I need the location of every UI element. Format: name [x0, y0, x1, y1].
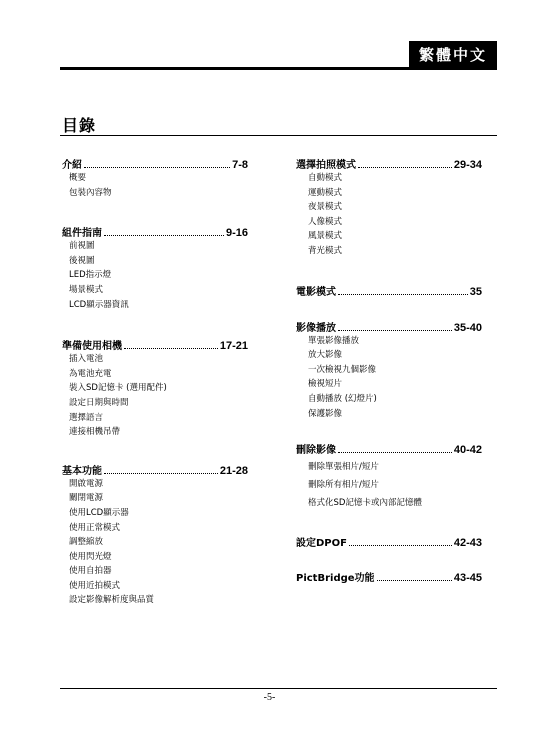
toc-leader-dots [104, 473, 218, 474]
toc-item[interactable]: 刪除所有相片/短片 [308, 480, 379, 491]
toc-page-range: 40-42 [453, 444, 482, 457]
toc-leader-dots [338, 294, 468, 295]
toc-page-range: 21-28 [219, 464, 248, 477]
toc-item[interactable]: 檢視短片 [308, 379, 343, 390]
toc-section-label[interactable]: PictBridge功能 [296, 573, 375, 585]
toc-item[interactable]: 使用閃光燈 [69, 551, 112, 562]
toc-item[interactable]: 為電池充電 [69, 368, 112, 379]
header-rule [60, 67, 497, 70]
toc-leader-dots [377, 580, 452, 581]
toc-item[interactable]: 後視圖 [69, 255, 95, 266]
toc-item[interactable]: 格式化SD記憶卡或內部記憶體 [308, 498, 422, 509]
toc-section-intro [62, 155, 248, 200]
toc-item[interactable]: LCD顯示器資訊 [69, 299, 129, 310]
toc-section-label[interactable]: 設定DPOF [296, 538, 347, 550]
page-number: -5- [263, 692, 276, 703]
toc-section-label[interactable]: 介紹 [62, 160, 82, 171]
toc-section-label[interactable]: 刪除影像 [296, 445, 336, 457]
toc-page-range: 17-21 [219, 340, 248, 353]
toc-item[interactable]: 選擇語言 [69, 412, 104, 423]
toc-section-components [62, 223, 248, 312]
toc-section-basic [62, 461, 248, 608]
toc-item[interactable]: 背光模式 [308, 245, 343, 256]
toc-item[interactable]: 保護影像 [308, 408, 343, 419]
toc-item[interactable]: 關閉電源 [69, 493, 104, 504]
toc-item[interactable]: 刪除單張相片/短片 [308, 462, 379, 473]
toc-leader-dots [349, 545, 452, 546]
toc-page-range: 42-43 [453, 537, 482, 550]
language-tab: 繁體中文 [409, 41, 497, 67]
toc-right-column [296, 155, 482, 584]
toc-item[interactable]: 裝入SD記憶卡 (選用配件) [69, 383, 167, 394]
toc-section-label[interactable]: 影像播放 [296, 322, 336, 334]
toc-left-column [62, 155, 248, 608]
toc-leader-dots [84, 167, 230, 168]
toc-leader-dots [358, 167, 452, 168]
toc-leader-dots [104, 235, 224, 236]
toc-section-label[interactable]: 組件指南 [62, 228, 102, 240]
toc-section-movie-mode [296, 282, 482, 298]
toc-section-label[interactable]: 選擇拍照模式 [296, 160, 356, 171]
toc-item[interactable]: 插入電池 [69, 354, 104, 365]
toc-item[interactable]: 設定影像解析度與品質 [69, 595, 155, 606]
toc-page-range: 35 [469, 285, 482, 298]
toc-section-label[interactable]: 準備使用相機 [62, 341, 122, 353]
toc-item[interactable]: 使用正常模式 [69, 522, 121, 533]
toc-item[interactable]: 設定日期與時間 [69, 397, 129, 408]
toc-item[interactable]: 自動播放 (幻燈片) [308, 393, 377, 404]
toc-item[interactable]: 使用自拍器 [69, 566, 112, 577]
footer-rule [60, 688, 497, 689]
toc-page-range: 43-45 [453, 572, 482, 585]
toc-item[interactable]: 自動模式 [308, 173, 343, 183]
toc-section-dpof [296, 533, 482, 549]
toc-item[interactable]: 夜景模式 [308, 202, 343, 213]
toc-section-shooting-modes [296, 155, 482, 259]
toc-item[interactable]: 連接相機吊帶 [69, 427, 121, 438]
toc-page-range: 29-34 [453, 159, 482, 171]
toc-leader-dots [124, 348, 218, 349]
title-rule [60, 135, 497, 136]
toc-leader-dots [338, 330, 452, 331]
toc-item[interactable]: 一次檢視九個影像 [308, 364, 377, 375]
toc-page-range: 7-8 [232, 159, 248, 171]
toc-section-delete [296, 440, 482, 512]
toc-item[interactable]: 開啟電源 [69, 478, 104, 489]
toc-item[interactable]: 場景模式 [69, 284, 104, 295]
page-title: 目錄 [62, 116, 97, 135]
toc-section-prepare [62, 336, 248, 440]
toc-item[interactable]: 包裝內容物 [69, 187, 112, 198]
toc-item[interactable]: 風景模式 [308, 231, 343, 242]
toc-page-range: 9-16 [225, 227, 248, 240]
toc-section-pictbridge [296, 568, 482, 584]
toc-item[interactable]: 使用LCD顯示器 [69, 507, 129, 518]
toc-item[interactable]: 前視圖 [69, 241, 95, 252]
toc-item[interactable]: 放大影像 [308, 350, 343, 361]
toc-item[interactable]: 單張影像播放 [308, 335, 360, 346]
toc-section-label[interactable]: 電影模式 [296, 286, 336, 298]
toc-leader-dots [338, 452, 452, 453]
toc-item[interactable]: 概要 [69, 173, 87, 183]
toc-item[interactable]: 人像模式 [308, 216, 343, 227]
toc-item[interactable]: 調整縮放 [69, 537, 104, 548]
toc-item[interactable]: 運動模式 [308, 187, 343, 198]
toc-item[interactable]: 使用近拍模式 [69, 580, 121, 591]
toc-section-playback [296, 318, 482, 422]
toc-page-range: 35-40 [453, 321, 482, 334]
toc-item[interactable]: LED指示燈 [69, 270, 112, 281]
toc-section-label[interactable]: 基本功能 [62, 465, 102, 477]
